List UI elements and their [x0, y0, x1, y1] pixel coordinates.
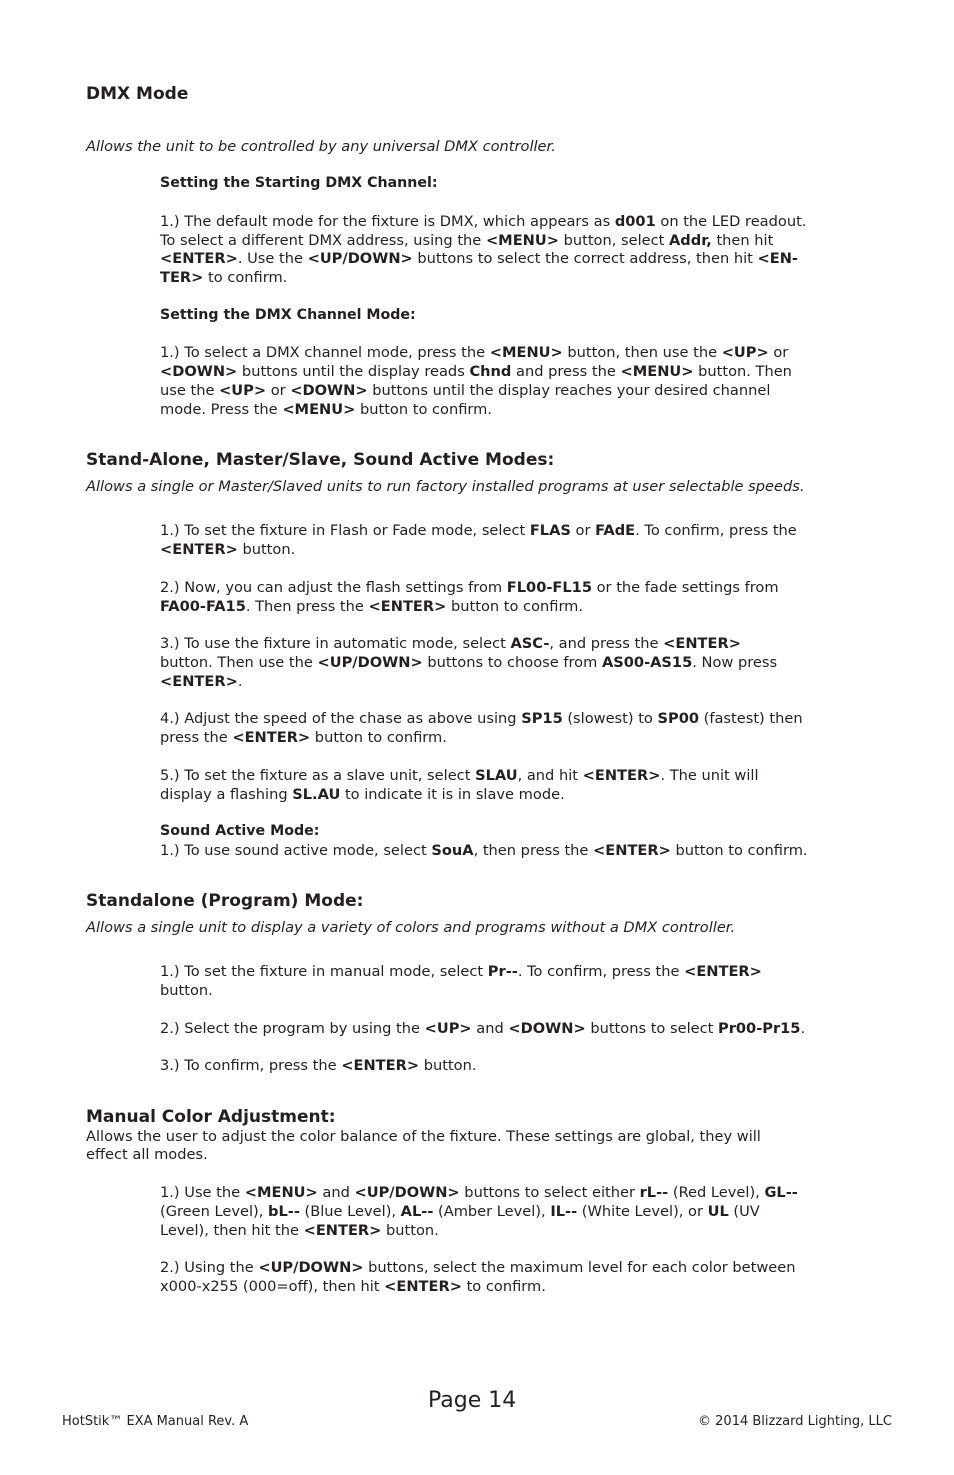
text-line: <ENTER> button. — [160, 541, 296, 558]
standalone-modes-intro: Allows a single or Master/Slaved units to run factory installed programs at user selectable speeds. — [86, 478, 805, 495]
text-line: FA00-FA15. Then press the <ENTER> button to confirm. — [160, 598, 584, 615]
text-line: button. — [160, 982, 213, 999]
text-line: <DOWN> buttons until the display reads Chnd and press the <MENU> button. Then — [160, 363, 792, 380]
program-mode-heading: Standalone (Program) Mode: — [86, 891, 364, 911]
text-line: <ENTER>. Use the <UP/DOWN> buttons to select the correct address, then hit <EN- — [160, 250, 798, 267]
footer-manual-title: HotStik™ EXA Manual Rev. A — [62, 1414, 249, 1429]
text-line: use the <UP> or <DOWN> buttons until the display reaches your desired channel — [160, 382, 771, 399]
channel-mode-heading: Setting the DMX Channel Mode: — [160, 307, 416, 323]
text-line: Allows the user to adjust the color balance of the fixture. These settings are global, they will — [86, 1128, 761, 1145]
text-line: Level), then hit the <ENTER> button. — [160, 1222, 439, 1239]
color-adjust-heading: Manual Color Adjustment: — [86, 1107, 336, 1127]
text-line: 1.) To set the fixture in Flash or Fade mode, select FLAS or FAdE. To confirm, press the — [160, 522, 797, 539]
page-number: Page 14 — [428, 1388, 517, 1413]
text-line: x000-x255 (000=off), then hit <ENTER> to confirm. — [160, 1278, 546, 1295]
standalone-modes-heading: Stand-Alone, Master/Slave, Sound Active Modes: — [86, 450, 555, 470]
text-line: 1.) To use sound active mode, select SouA, then press the <ENTER> button to confirm. — [160, 842, 808, 859]
dmx-mode-intro: Allows the unit to be controlled by any universal DMX controller. — [86, 138, 556, 155]
text-line: 1.) Use the <MENU> and <UP/DOWN> buttons to select either rL-- (Red Level), GL-- — [160, 1184, 798, 1201]
text-line: button. Then use the <UP/DOWN> buttons to choose from AS00-AS15. Now press — [160, 654, 778, 671]
text-line: <ENTER>. — [160, 673, 243, 690]
text-line: effect all modes. — [86, 1146, 208, 1163]
text-line: To select a different DMX address, using the <MENU> button, select Addr, then hit — [160, 232, 774, 249]
text-line: 5.) To set the fixture as a slave unit, select SLAU, and hit <ENTER>. The unit will — [160, 767, 759, 784]
text-line: display a flashing SL.AU to indicate it is in slave mode. — [160, 786, 565, 803]
text-line: 2.) Select the program by using the <UP> and <DOWN> buttons to select Pr00-Pr15. — [160, 1020, 806, 1037]
text-line: 1.) To set the fixture in manual mode, select Pr--. To confirm, press the <ENTER> — [160, 963, 762, 980]
sound-active-heading: Sound Active Mode: — [160, 823, 320, 839]
text-line: press the <ENTER> button to confirm. — [160, 729, 447, 746]
text-line: 2.) Now, you can adjust the flash settings from FL00-FL15 or the fade settings from — [160, 579, 779, 596]
text-line: 2.) Using the <UP/DOWN> buttons, select the maximum level for each color between — [160, 1259, 796, 1276]
footer-copyright: © 2014 Blizzard Lighting, LLC — [698, 1414, 892, 1429]
text-line: 4.) Adjust the speed of the chase as above using SP15 (slowest) to SP00 (fastest) then — [160, 710, 803, 727]
text-line: 3.) To confirm, press the <ENTER> button. — [160, 1057, 477, 1074]
text-line: TER> to confirm. — [160, 269, 288, 286]
program-mode-intro: Allows a single unit to display a variety of colors and programs without a DMX controller. — [86, 919, 736, 936]
text-line: (Green Level), bL-- (Blue Level), AL-- (Amber Level), IL-- (White Level), or UL (UV — [160, 1203, 760, 1220]
starting-channel-heading: Setting the Starting DMX Channel: — [160, 175, 438, 191]
text-line: 1.) To select a DMX channel mode, press the <MENU> button, then use the <UP> or — [160, 344, 789, 361]
text-line: 1.) The default mode for the fixture is DMX, which appears as d001 on the LED readout. — [160, 213, 807, 230]
dmx-mode-heading: DMX Mode — [86, 84, 189, 104]
text-line: mode. Press the <MENU> button to confirm. — [160, 401, 493, 418]
text-line: 3.) To use the fixture in automatic mode, select ASC-, and press the <ENTER> — [160, 635, 741, 652]
